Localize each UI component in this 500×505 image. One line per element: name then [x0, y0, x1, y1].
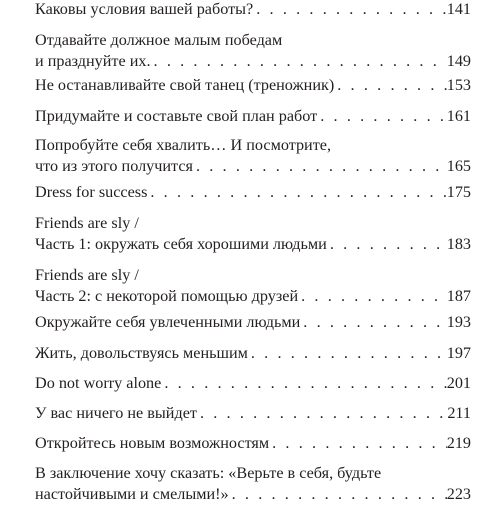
toc-entry-page: 201	[446, 374, 471, 392]
toc-entry-last-line	[35, 234, 471, 255]
dot-leader	[161, 373, 446, 394]
dot-leader	[197, 403, 447, 424]
dot-leader	[269, 433, 447, 454]
toc-entry-page: 193	[446, 313, 471, 331]
toc-entry-last-line	[35, 433, 471, 454]
toc-entry-last-line	[35, 484, 471, 505]
toc-entry	[35, 265, 471, 307]
toc-entry-title: Отдавайте должное малым победам	[35, 31, 283, 49]
toc-entry	[35, 106, 471, 127]
dot-leader	[229, 484, 447, 505]
toc-entry-title: Dress for success	[35, 183, 148, 201]
toc-entry	[35, 403, 471, 424]
toc-entry-last-line	[35, 286, 471, 307]
toc-entry-last-line	[35, 0, 471, 20]
toc-entry-title: Окружайте себя увлеченными людьми	[35, 313, 301, 331]
toc-entry-page: 197	[446, 344, 471, 362]
toc-entry-last-line	[35, 156, 471, 177]
toc-entry-title: Friends are sly /	[35, 214, 139, 232]
dot-leader	[300, 312, 446, 333]
toc-entry-page: 187	[446, 287, 471, 305]
toc-entry-title: Каковы условия вашей работы?	[35, 0, 254, 18]
toc-entry-title: Откройтесь новым возможностям	[35, 434, 270, 452]
toc-entry-page: 153	[446, 76, 471, 94]
toc-entry-page: 219	[446, 434, 471, 452]
toc-entry	[35, 373, 471, 394]
toc-entry-page: 141	[446, 0, 471, 18]
toc-entry-last-line	[35, 312, 471, 333]
dot-leader	[151, 51, 447, 72]
toc-entry-title: Не останавливайте свой танец (треножник)	[35, 76, 335, 94]
toc-entry	[35, 135, 471, 177]
toc-entry-title: Friends are sly /	[35, 266, 139, 284]
toc-entry-page: 211	[447, 404, 471, 422]
toc-entry	[35, 312, 471, 333]
toc-entry	[35, 0, 471, 20]
toc-entry-page: 223	[446, 485, 471, 503]
toc-entry-title: В заключение хочу сказать: «Верьте в себя, будьте	[35, 464, 382, 482]
toc-entry-title: и празднуйте их.	[35, 52, 151, 70]
toc-entry	[35, 75, 471, 96]
toc-entry-page: 161	[446, 107, 471, 125]
dot-leader	[327, 234, 447, 255]
toc-entry	[35, 30, 471, 72]
toc-entry-last-line	[35, 106, 471, 127]
toc-entry-page: 183	[446, 235, 471, 253]
toc-entry-title: Попробуйте себя хвалить… И посмотрите,	[35, 136, 332, 154]
toc-entry-last-line	[35, 182, 471, 203]
toc-entry-last-line	[35, 343, 471, 364]
toc-entry	[35, 213, 471, 255]
toc-entry	[35, 182, 471, 203]
dot-leader	[193, 156, 447, 177]
dot-leader	[334, 75, 446, 96]
dot-leader	[317, 106, 446, 127]
toc-entry-page: 165	[446, 157, 471, 175]
toc-entry-title: У вас ничего не выйдет	[35, 404, 197, 422]
dot-leader	[298, 286, 447, 307]
toc-entry-title: что из этого получится	[35, 157, 193, 175]
toc-entry-title: Часть 1: окружать себя хорошими людьми	[35, 235, 327, 253]
toc-entry-title: Жить, довольствуясь меньшим	[35, 344, 248, 362]
toc-entry	[35, 463, 471, 505]
toc-entry-page: 149	[446, 52, 471, 70]
dot-leader	[147, 182, 446, 203]
toc-entry	[35, 343, 471, 364]
toc-entry-last-line	[35, 75, 471, 96]
toc-entry-last-line	[35, 373, 471, 394]
toc-entry-last-line	[35, 51, 471, 72]
toc-entry-title: Часть 2: с некоторой помощью друзей	[35, 287, 299, 305]
toc-entry-title: настойчивыми и смелыми!»	[35, 485, 229, 503]
dot-leader	[248, 343, 447, 364]
toc-entry	[35, 433, 471, 454]
toc-entry-title: Do not worry alone	[35, 374, 162, 392]
toc-entry-last-line	[35, 403, 471, 424]
toc-entry-title: Придумайте и составьте свой план работ	[35, 107, 318, 125]
dot-leader	[253, 0, 446, 20]
toc-entry-page: 175	[446, 183, 471, 201]
